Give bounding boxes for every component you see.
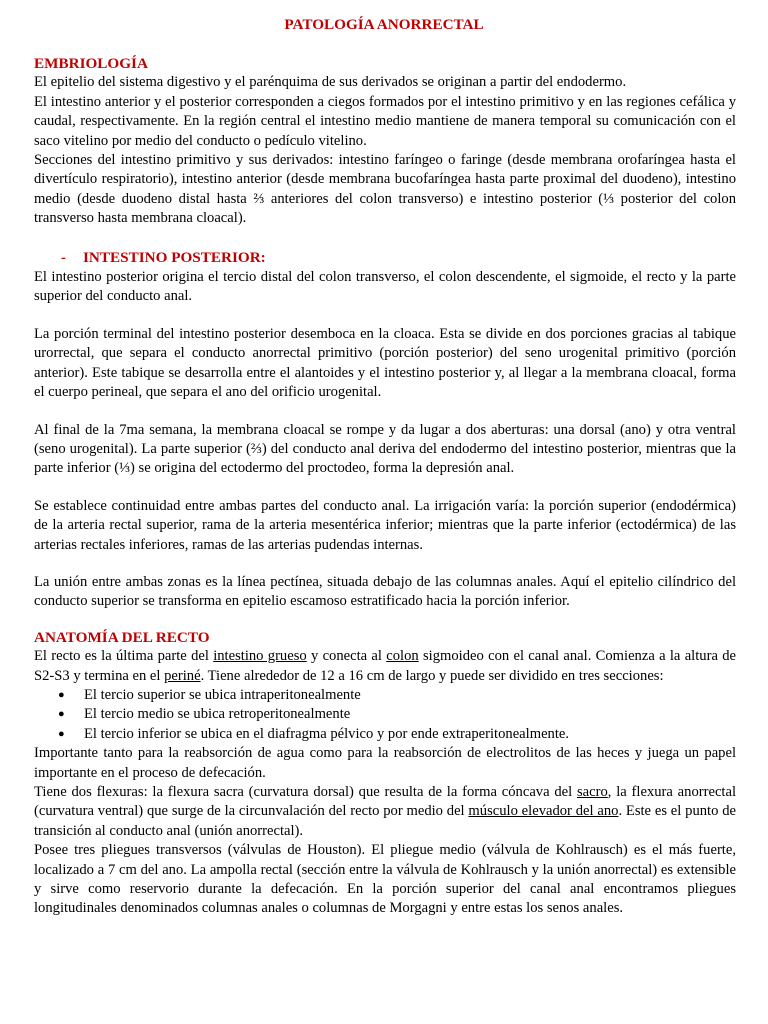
text-run: Tiene dos flexuras: la flexura sacra (curvatura dorsal) que resulta de la forma cóncava del [34, 784, 577, 800]
document-title: PATOLOGÍA ANORRECTAL [284, 16, 484, 33]
link-colon[interactable]: colon [386, 648, 419, 665]
paragraph: El intestino posterior origina el tercio distal del colon transverso, el colon descendente, el sigmoide, el recto y la parte superior del conducto anal. [34, 269, 736, 305]
document-body [34, 54, 736, 919]
text-run: . Tiene alrededor de 12 a 16 cm de largo y puede ser dividido en tres secciones: [200, 667, 664, 684]
paragraph [34, 783, 736, 841]
paragraph: La unión entre ambas zonas es la línea pectínea, situada debajo de las columnas anales. Aquí el epitelio cilíndrico del conducto superior se transforma en epitelio escamoso estratificado hacia la porción inferior. [34, 573, 736, 610]
text-run: y conecta al [306, 648, 387, 665]
list-dash: - [61, 249, 66, 266]
text-run: , la flexura anorrectal (curvatura ventral) que surge de la circunvalación del recto por medio del [34, 784, 737, 820]
paragraph: El intestino anterior y el posterior corresponden a ciegos formados por el intestino primitivo y en las regiones cefálica y caudal, respectivamente. En la región central el intestino medio mantiene de manera temporal su comunicación con el saco vitelino por medio del conducto o pedículo vitelino. [34, 93, 736, 149]
heading-anatomia: ANATOMÍA DEL RECTO [34, 628, 210, 646]
heading-intestino-posterior-row [34, 248, 736, 268]
paragraph: Se establece continuidad entre ambas partes del conducto anal. La irrigación varía: la porción superior (endodérmica) de la arteria rectal superior, rama de la arteria mesentérica inferior; mientras que la parte inferior (ectodérmica) de las arterias rectales inferiores, ramas de las arterias pudendas internas. [34, 497, 736, 553]
paragraph: Posee tres pliegues transversos (válvulas de Houston). El pliegue medio (válvula de Kohlrausch) es el más fuerte, localizado a 7 cm del ano. La ampolla rectal (sección entre la válvula de Kohlrausch y la unión anorrectal) es extensible y sirve como reservorio durante la defecación. En la porción superior del canal anal encontramos pliegues longitudinales denominados columnas anales o columnas de Morgagni y entre estas los senos anales. [34, 842, 736, 917]
paragraph: La porción terminal del intestino posterior desemboca en la cloaca. Esta se divide en dos porciones gracias al tabique urorrectal, que separa el conducto anorrectal primitivo (porción posterior) del seno urogenital primitivo (porción anterior). Este tabique se desarrolla entre el alantoides y el intestino posterior y, al llegar a la membrana cloacal, forma el cuerpo perineal, que separa el ano del orificio urogenital. [34, 325, 736, 401]
text-run: . Este es el punto de transición al conducto anal (unión anorrectal). [34, 803, 736, 839]
list-item: ● El tercio inferior se ubica en el diafragma pélvico y por ende extraperitonealmente. [56, 725, 736, 744]
paragraph: Importante tanto para la reabsorción de agua como para la reabsorción de electrolitos de las heces y juega un papel importante en el proceso de defecación. [34, 745, 736, 781]
paragraph: Al final de la 7ma semana, la membrana cloacal se rompe y da lugar a dos aberturas: una dorsal (ano) y otra ventral (seno urogenital). La parte superior (⅔) del conducto anal deriva del endodermo del intestino posterior, mientras que la parte inferior (⅓) se origina del ectodermo del proctodeo, forma la depresión anal. [34, 421, 736, 477]
link-perine[interactable]: periné [164, 667, 201, 684]
list-item: ● El tercio superior se ubica intraperitonealmente [56, 686, 736, 705]
sections-list [34, 686, 736, 744]
heading-intestino-posterior: INTESTINO POSTERIOR: [83, 248, 266, 266]
link-musculo-elevador-del-ano[interactable]: músculo elevador del ano [468, 803, 619, 820]
paragraph: Secciones del intestino primitivo y sus derivados: intestino faríngeo o faringe (desde membrana orofaríngea hasta el divertículo respiratorio), intestino anterior (desde membrana bucofaríngea hasta parte proximal del duodeno), intestino medio (desde duodeno distal hasta ⅔ anteriores del colon transverso) e intestino posterior (⅓ posterior del colon transverso hasta membrana cloacal). [34, 152, 736, 227]
list-item: ● El tercio medio se ubica retroperitonealmente [56, 705, 736, 724]
text-run: El recto es la última parte del [34, 648, 214, 665]
heading-embriologia: EMBRIOLOGÍA [34, 55, 148, 72]
paragraph [34, 647, 736, 686]
link-sacro[interactable]: sacro [577, 784, 608, 800]
paragraph: El epitelio del sistema digestivo y el parénquima de sus derivados se originan a partir del endodermo. [34, 74, 627, 91]
text-run: sigmoideo con el canal anal. Comienza a la altura de S2-S3 y termina en el [34, 648, 736, 684]
link-intestino-grueso[interactable]: intestino grueso [213, 648, 307, 665]
